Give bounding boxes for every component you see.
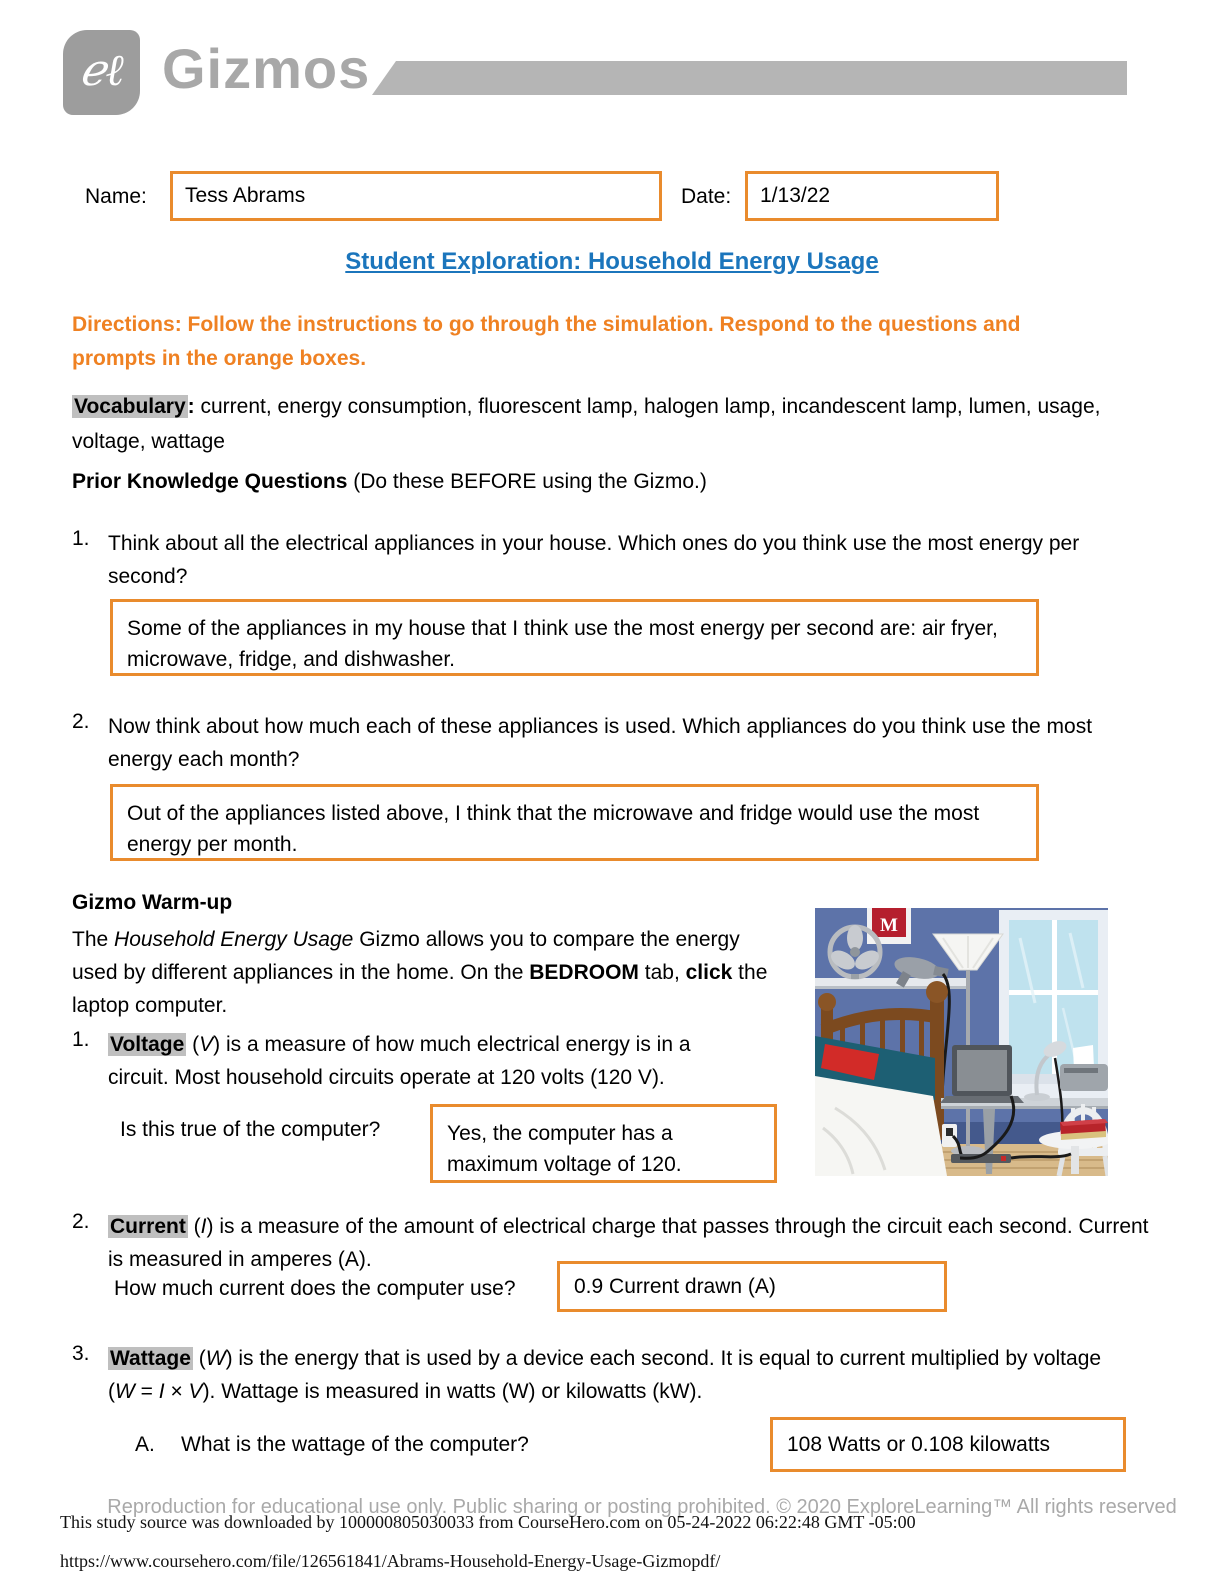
- current-number: 2.: [72, 1210, 90, 1233]
- current-body: ) is a measure of the amount of electrical charge that passes through the circuit each second. Current is measured in amperes (A).: [108, 1215, 1149, 1271]
- wattage-formula-v: V: [188, 1380, 203, 1403]
- question-2-text: Now think about how much each of these appliances is used. Which appliances do you think use the most energy each month?: [108, 715, 1093, 771]
- bedroom-illustration: [815, 908, 1108, 1176]
- wattage-formula-times: ×: [164, 1380, 189, 1403]
- explorelearning-logo: [63, 30, 140, 115]
- svg-text:M: M: [880, 915, 898, 936]
- wattage-body: ) is the energy that is used by a device each second. It is equal to current multiplied by voltage: [225, 1347, 1102, 1370]
- wattage-formula-w: W: [115, 1380, 135, 1403]
- warmup-intro-1: The: [72, 928, 115, 951]
- current-answer: 0.9 Current drawn (A): [574, 1274, 776, 1298]
- voltage-question: Is this true of the computer?: [120, 1118, 381, 1141]
- voltage-text: [108, 1028, 720, 1094]
- current-variable: I: [200, 1215, 207, 1238]
- directions-text: Directions: Follow the instructions to go through the simulation. Respond to the questions and prompts in the orange boxes.: [72, 313, 1021, 370]
- warmup-bedroom-tab: BEDROOM: [529, 961, 639, 984]
- wattage-sub-question: What is the wattage of the computer?: [181, 1433, 529, 1456]
- voltage-number: 1.: [72, 1028, 90, 1051]
- current-question: How much current does the computer use?: [114, 1277, 516, 1300]
- explorelearning-monogram-icon: ℯℓ: [79, 44, 124, 96]
- prior-knowledge-heading: [72, 470, 1167, 494]
- question-1-answer-box[interactable]: [110, 599, 1039, 676]
- warmup-gizmo-title: Household Energy Usage: [114, 928, 354, 951]
- warmup-intro-3: tab,: [638, 961, 686, 984]
- question-2-answer-box[interactable]: [110, 784, 1039, 861]
- page-title: Student Exploration: Household Energy Usage: [345, 248, 879, 275]
- wattage-answer-box[interactable]: [770, 1417, 1126, 1472]
- prior-knowledge-suffix: (Do these BEFORE using the Gizmo.): [347, 470, 707, 493]
- wattage-formula-i: I: [158, 1380, 165, 1403]
- vocabulary-term: Vocabulary: [74, 395, 186, 418]
- coursehero-url[interactable]: https://www.coursehero.com/file/126561841/Abrams-Household-Energy-Usage-Gizmopdf/: [60, 1551, 721, 1571]
- wattage-pre: (: [192, 1347, 206, 1370]
- date-label: Date:: [681, 185, 732, 208]
- voltage-variable: V: [199, 1033, 214, 1056]
- wattage-body-2: ). Wattage is measured in watts (W) or kilowatts (kW).: [202, 1380, 703, 1403]
- warmup-intro-4: the laptop computer.: [72, 961, 768, 1017]
- laptop-icon: [940, 1045, 1024, 1103]
- voltage-body: ) is a measure of how much electrical energy is in a circuit. Most household circuits operate at 120 volts (120 V).: [108, 1033, 691, 1089]
- current-pre: (: [187, 1215, 201, 1238]
- warmup-intro-2: Gizmo allows you to compare the energy used by different appliances in the home. On the: [72, 928, 740, 984]
- voltage-answer: Yes, the computer has a maximum voltage of 120.: [447, 1122, 682, 1176]
- voltage-pre: (: [186, 1033, 200, 1056]
- header-bar: [372, 61, 1127, 95]
- vocabulary-list: current, energy consumption, fluorescent lamp, halogen lamp, incandescent lamp, lumen, usage, voltage, wattage: [72, 395, 1101, 453]
- wattage-text: [108, 1342, 1163, 1408]
- question-1-text: Think about all the electrical appliances in your house. Which ones do you think use the most energy per second?: [108, 532, 1080, 588]
- vocabulary-colon: :: [187, 395, 195, 418]
- coursehero-download-note: This study source was downloaded by 100000805030033 from CourseHero.com on 05-24-2022 06:22:48 GMT -05:00: [60, 1512, 916, 1532]
- wattage-formula-open: (: [108, 1380, 115, 1403]
- question-2-number: 2.: [72, 710, 90, 733]
- question-2-answer: Out of the appliances listed above, I think that the microwave and fridge would use the most energy per month.: [127, 802, 980, 856]
- voltage-term: Voltage: [110, 1033, 185, 1056]
- wattage-formula-eq: =: [134, 1380, 159, 1403]
- question-1-number: 1.: [72, 527, 90, 550]
- warmup-heading: Gizmo Warm-up: [72, 891, 233, 914]
- wattage-answer: 108 Watts or 0.108 kilowatts: [787, 1432, 1051, 1456]
- voltage-answer-box[interactable]: [430, 1104, 777, 1183]
- date-field[interactable]: [745, 171, 999, 221]
- copyright-notice: Reproduction for educational use only. Public sharing or posting prohibited. © 2020 ExploreLearning™ All rights reserved: [107, 1496, 1177, 1518]
- question-1-answer: Some of the appliances in my house that I think use the most energy per second are: air fryer, microwave, fridge, and dishwasher.: [127, 617, 998, 671]
- warmup-click-word: click: [685, 961, 733, 984]
- vocabulary-paragraph: [72, 389, 1167, 459]
- wattage-sub-label: A.: [135, 1433, 155, 1456]
- wattage-number: 3.: [72, 1342, 90, 1365]
- prior-knowledge-title: Prior Knowledge Questions: [72, 470, 348, 493]
- wattage-term: Wattage: [110, 1347, 191, 1370]
- name-label: Name:: [85, 185, 147, 208]
- current-answer-box[interactable]: [557, 1261, 947, 1312]
- warmup-paragraph: [72, 923, 778, 1022]
- name-field[interactable]: [170, 171, 662, 221]
- gizmos-brand: Gizmos: [162, 37, 371, 100]
- name-value: Tess Abrams: [185, 184, 306, 207]
- date-value: 1/13/22: [760, 184, 831, 207]
- wattage-variable: W: [205, 1347, 226, 1370]
- current-term: Current: [110, 1215, 186, 1238]
